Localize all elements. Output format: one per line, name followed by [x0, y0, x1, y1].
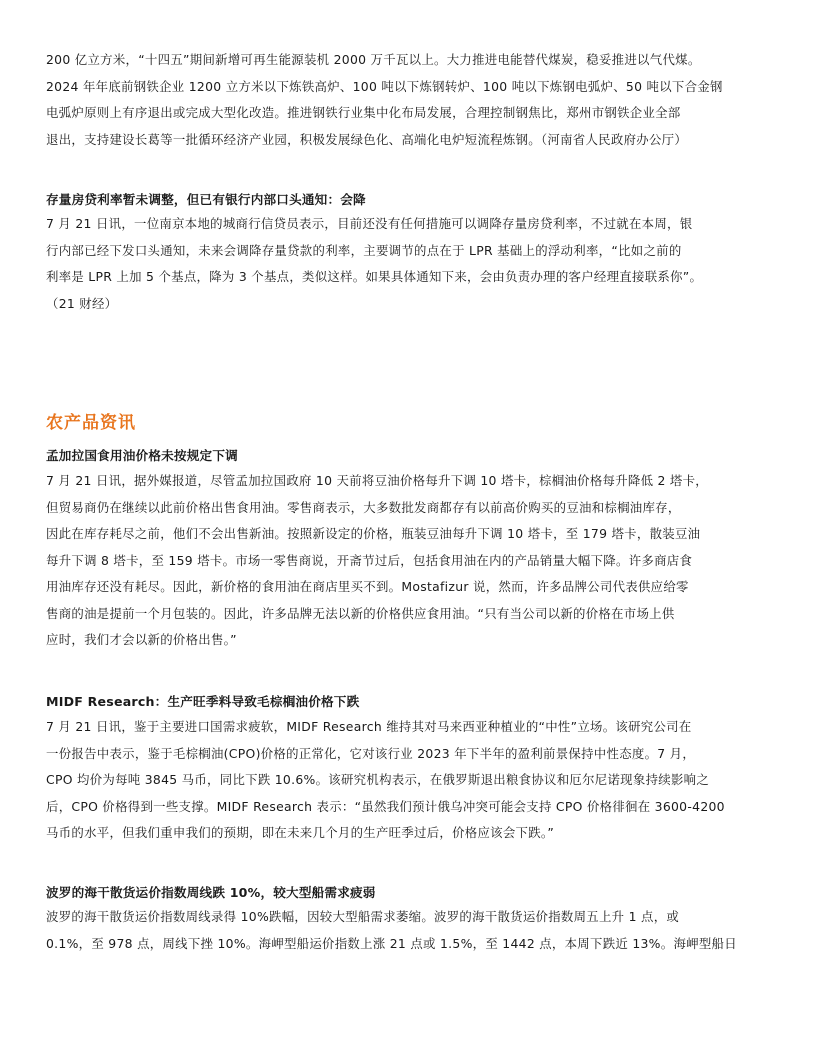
paragraph-line: 7 月 21 日讯，据外媒报道，尽管孟加拉国政府 10 天前将豆油价格每升下调 10 塔卡，棕榈油价格每升降低 2 塔卡， [46, 473, 709, 488]
paragraph-line: 电弧炉原则上有序退出或完成大型化改造。推进钢铁行业集中化布局发展，合理控制钢焦比，郑州市钢铁企业全部 [46, 105, 681, 120]
article-body [46, 468, 770, 654]
paragraph-line: 2024 年年底前钢铁企业 1200 立方米以下炼铁高炉、100 吨以下炼钢转炉、100 吨以下炼钢电弧炉、50 吨以下合金钢 [46, 78, 723, 94]
article-body [46, 904, 770, 957]
paragraph-line: 应时，我们才会以新的价格出售。” [46, 632, 237, 647]
paragraph-line: 每升下调 8 塔卡，至 159 塔卡。市场一零售商说，开斋节过后，包括食用油在内的产品销量大幅下降。许多商店食 [46, 552, 693, 568]
intro-paragraph [46, 47, 770, 153]
paragraph-line: 行内部已经下发口头通知，未来会调降存量贷款的利率，主要调节的点在于 LPR 基础上的浮动利率，“比如之前的 [46, 242, 682, 258]
section-title: 农产品资讯 [46, 413, 136, 433]
article-title: MIDF Research：生产旺季料导致毛棕榈油价格下跌 [46, 694, 360, 709]
paragraph-line: 200 亿立方米，“十四五”期间新增可再生能源装机 2000 万千瓦以上。大力推进电能替代煤炭，稳妥推进以气代煤。 [46, 52, 701, 67]
paragraph-line: 售商的油是提前一个月包装的。因此，许多品牌无法以新的价格供应食用油。“只有当公司以新的价格在市场上供 [46, 605, 675, 621]
paragraph-line: 用油库存还没有耗尽。因此，新价格的食用油在商店里买不到。Mostafizur 说，然而，许多品牌公司代表供应给零 [46, 579, 689, 594]
paragraph-line: 0.1%，至 978 点，周线下挫 10%。海岬型船运价指数上涨 21 点或 1.5%，至 1442 点，本周下跌近 13%。海岬型船日 [46, 935, 737, 951]
paragraph-line: 后，CPO 价格得到一些支撑。MIDF Research 表示：“虽然我们预计俄乌冲突可能会支持 CPO 价格徘徊在 3600-4200 [46, 798, 725, 814]
paragraph-line: 7 月 21 日讯，一位南京本地的城商行信贷员表示，目前还没有任何措施可以调降存量房贷利率，不过就在本周，银 [46, 216, 693, 231]
article-body [46, 211, 770, 317]
article-title: 存量房贷利率暂未调整，但已有银行内部口头通知：会降 [46, 192, 366, 207]
paragraph-line: 因此在库存耗尽之前，他们不会出售新油。按照新设定的价格，瓶装豆油每升下调 10 塔卡，至 179 塔卡，散装豆油 [46, 526, 701, 541]
paragraph-line: 一份报告中表示，鉴于毛棕榈油(CPO)价格的正常化，它对该行业 2023 年下半年的盈利前景保持中性态度。7 月， [46, 745, 696, 761]
paragraph-line: 退出，支持建设长葛等一批循环经济产业园，积极发展绿色化、高端化电炉短流程炼钢。（河南省人民政府办公厅） [46, 131, 688, 147]
paragraph-line: 波罗的海干散货运价指数周线录得 10%跌幅，因较大型船需求萎缩。波罗的海干散货运价指数周五上升 1 点，或 [46, 909, 680, 924]
paragraph-line: 马币的水平，但我们重申我们的预期，即在未来几个月的生产旺季过后，价格应该会下跌。” [46, 825, 555, 840]
paragraph-line: 7 月 21 日讯，鉴于主要进口国需求疲软，MIDF Research 维持其对马来西亚种植业的“中性”立场。该研究公司在 [46, 719, 692, 734]
paragraph-line: 但贸易商仍在继续以此前价格出售食用油。零售商表示，大多数批发商都存有以前高价购买的豆油和棕榈油库存， [46, 499, 681, 515]
paragraph-line: 利率是 LPR 上加 5 个基点，降为 3 个基点，类似这样。如果具体通知下来，会由负责办理的客户经理直接联系你”。 [46, 269, 703, 284]
article-body [46, 714, 770, 847]
paragraph-line: CPO 均价为每吨 3845 马币，同比下跌 10.6%。该研究机构表示，在俄罗斯退出粮食协议和厄尔尼诺现象持续影响之 [46, 772, 710, 787]
article-title: 孟加拉国食用油价格未按规定下调 [46, 448, 238, 463]
paragraph-line: （21 财经） [46, 295, 118, 311]
article-title: 波罗的海干散货运价指数周线跌 10%，较大型船需求疲弱 [46, 885, 376, 900]
